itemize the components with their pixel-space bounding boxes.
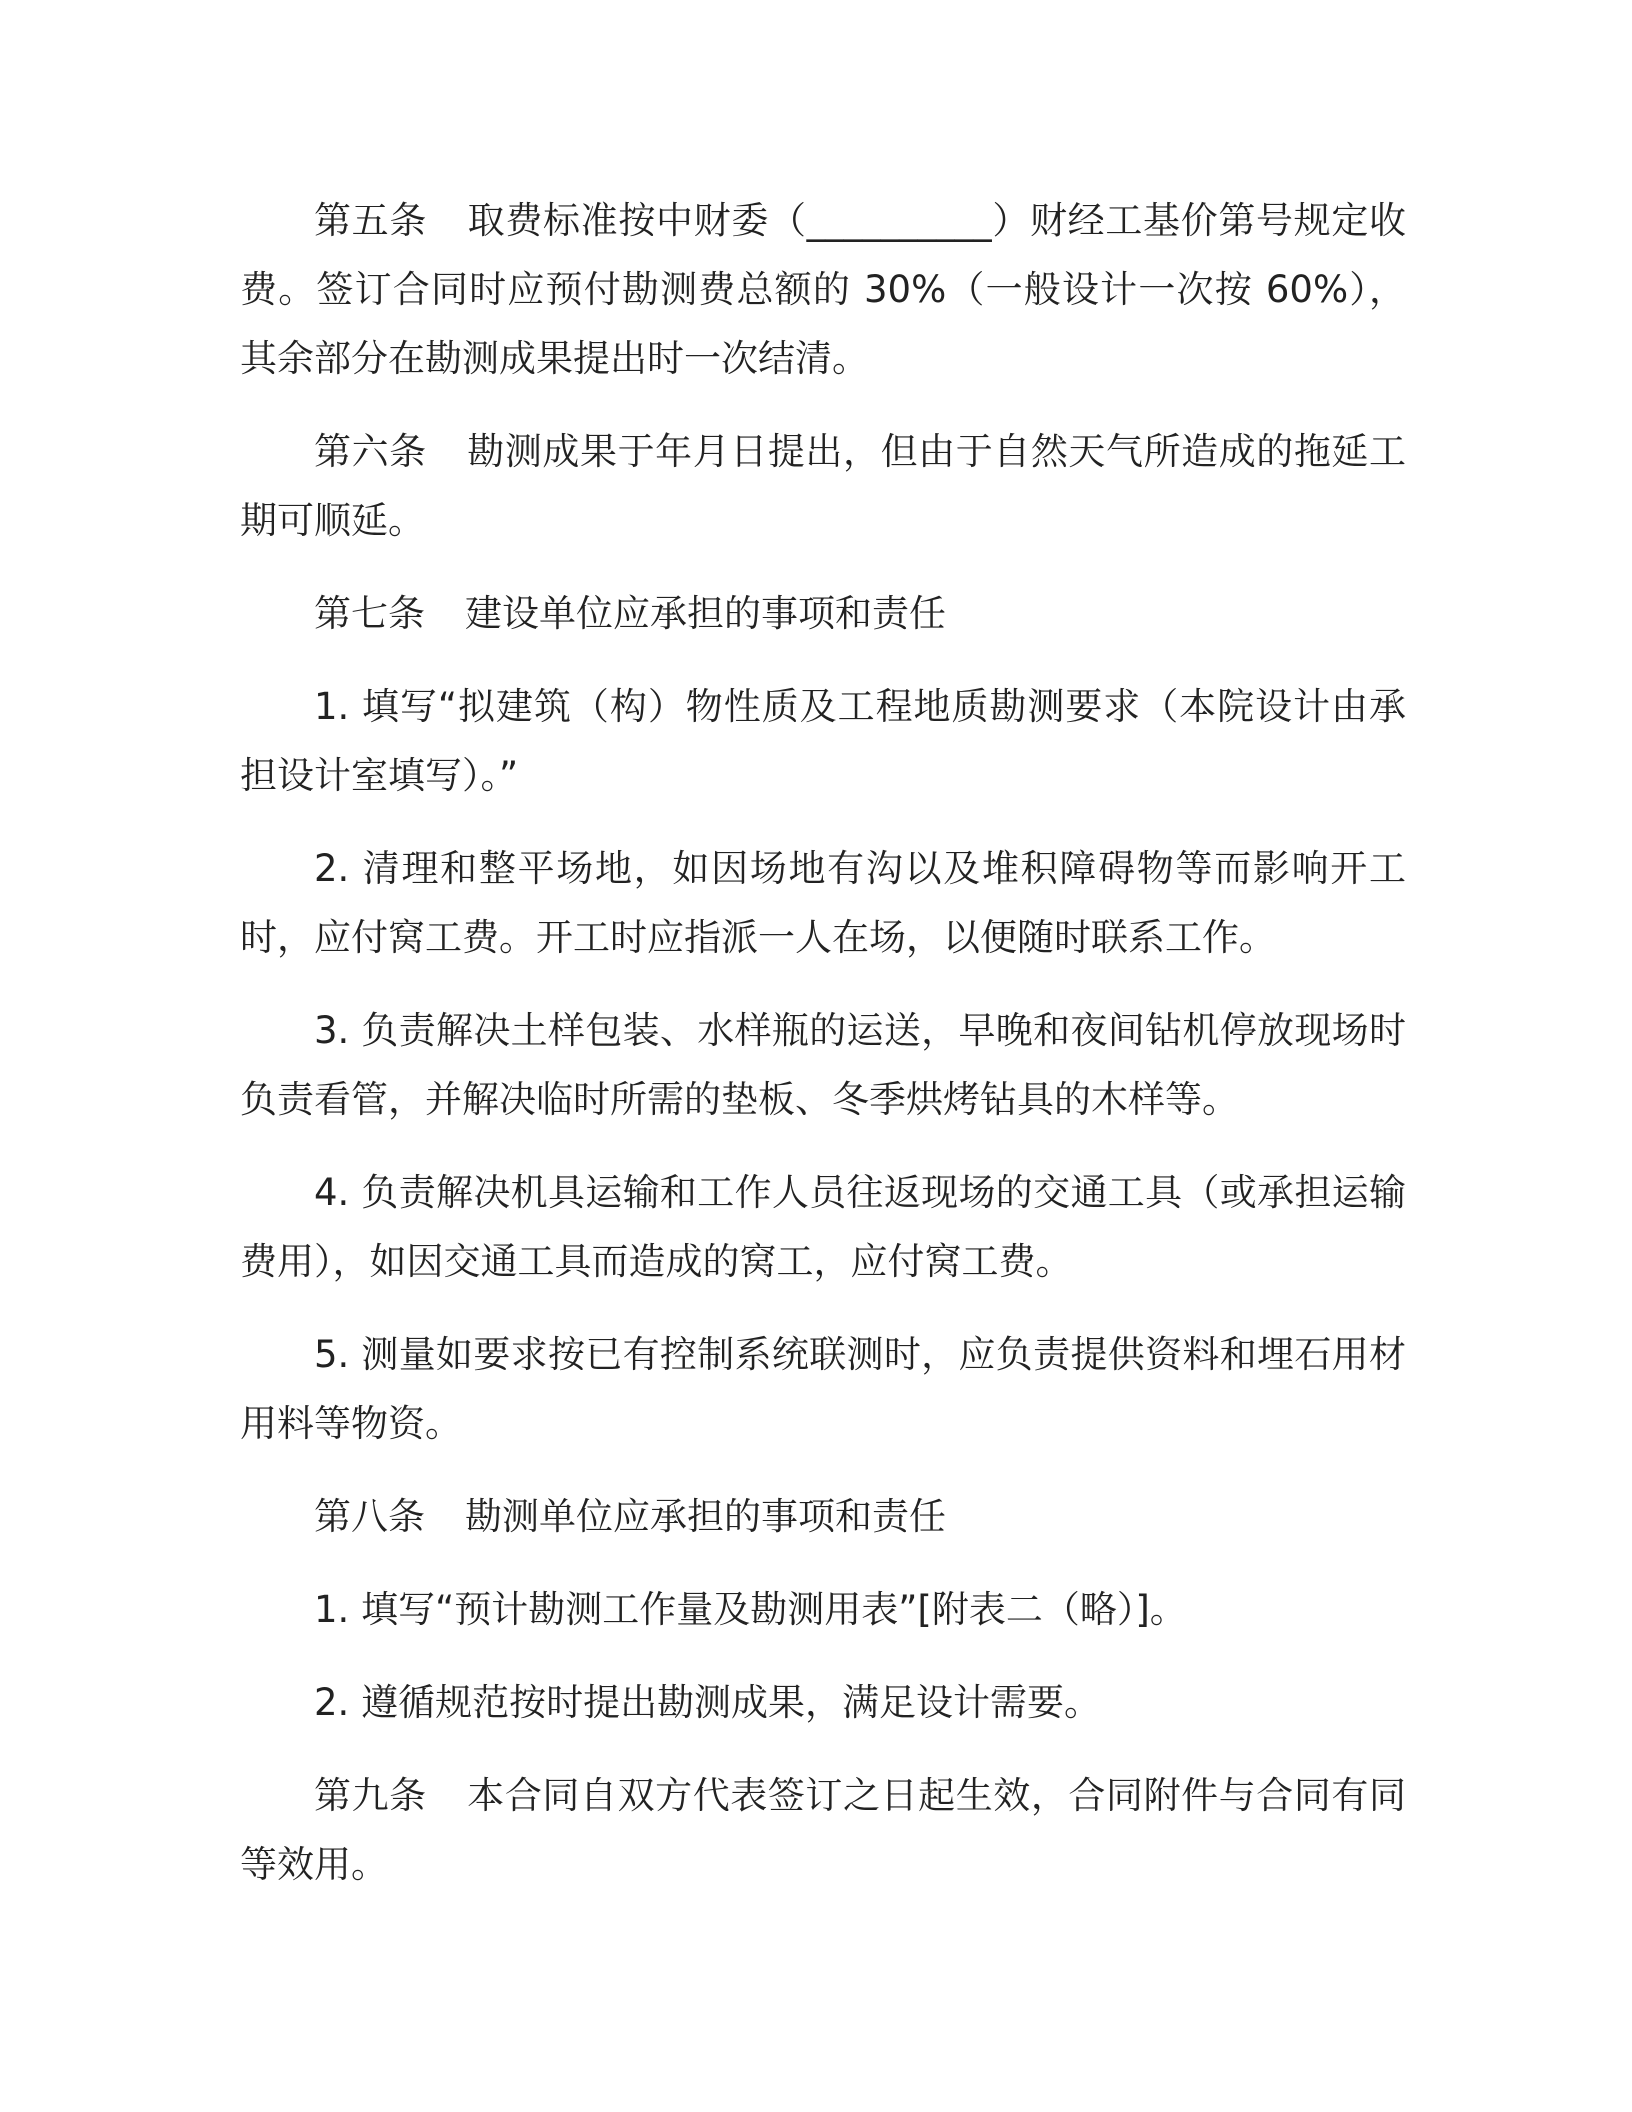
item-text: 1. 填写“拟建筑（构）物性质及工程地质勘测要求（本院设计由承担设计室填写）。”	[240, 685, 1406, 797]
article-7-item-2	[240, 834, 1406, 972]
article-5	[240, 186, 1406, 393]
article-label: 第七条	[314, 592, 425, 635]
article-label: 第五条	[314, 199, 427, 242]
article-text: 本合同自双方代表签订之日起生效，合同附件与合同有同等效用。	[240, 1774, 1407, 1886]
article-label: 第六条	[314, 430, 427, 473]
article-7-item-5	[240, 1320, 1406, 1458]
document-body	[240, 186, 1406, 1923]
article-text: 勘测单位应承担的事项和责任	[465, 1495, 946, 1538]
article-label: 第八条	[314, 1495, 425, 1538]
article-8-item-1	[240, 1575, 1406, 1644]
article-8-item-2	[240, 1668, 1406, 1737]
item-text: 2. 清理和整平场地，如因场地有沟以及堆积障碍物等而影响开工时，应付窝工费。开工时应指派一人在场，以便随时联系工作。	[240, 847, 1406, 959]
article-7-item-1	[240, 672, 1406, 810]
article-6	[240, 417, 1406, 555]
item-text: 2. 遵循规范按时提出勘测成果，满足设计需要。	[314, 1681, 1102, 1724]
item-text: 5. 测量如要求按已有控制系统联测时，应负责提供资料和埋石用材用料等物资。	[240, 1333, 1406, 1445]
article-text: 勘测成果于年月日提出，但由于自然天气所造成的拖延工期可顺延。	[240, 430, 1407, 542]
article-7-item-4	[240, 1158, 1406, 1296]
article-8	[240, 1482, 1406, 1551]
article-label: 第九条	[314, 1774, 427, 1817]
article-text: 取费标准按中财委（__________）财经工基价第号规定收费。签订合同时应预付勘测费总额的 30%（一般设计一次按 60%），其余部分在勘测成果提出时一次结清。	[240, 199, 1406, 380]
article-7-item-3	[240, 996, 1406, 1134]
item-text: 3. 负责解决土样包装、水样瓶的运送，早晚和夜间钻机停放现场时负责看管，并解决临时所需的垫板、冬季烘烤钻具的木样等。	[240, 1009, 1406, 1121]
item-text: 4. 负责解决机具运输和工作人员往返现场的交通工具（或承担运输费用），如因交通工具而造成的窝工，应付窝工费。	[240, 1171, 1406, 1283]
item-text: 1. 填写“预计勘测工作量及勘测用表”[附表二（略）]。	[314, 1588, 1187, 1631]
article-7	[240, 579, 1406, 648]
article-text: 建设单位应承担的事项和责任	[465, 592, 946, 635]
article-9	[240, 1761, 1406, 1899]
